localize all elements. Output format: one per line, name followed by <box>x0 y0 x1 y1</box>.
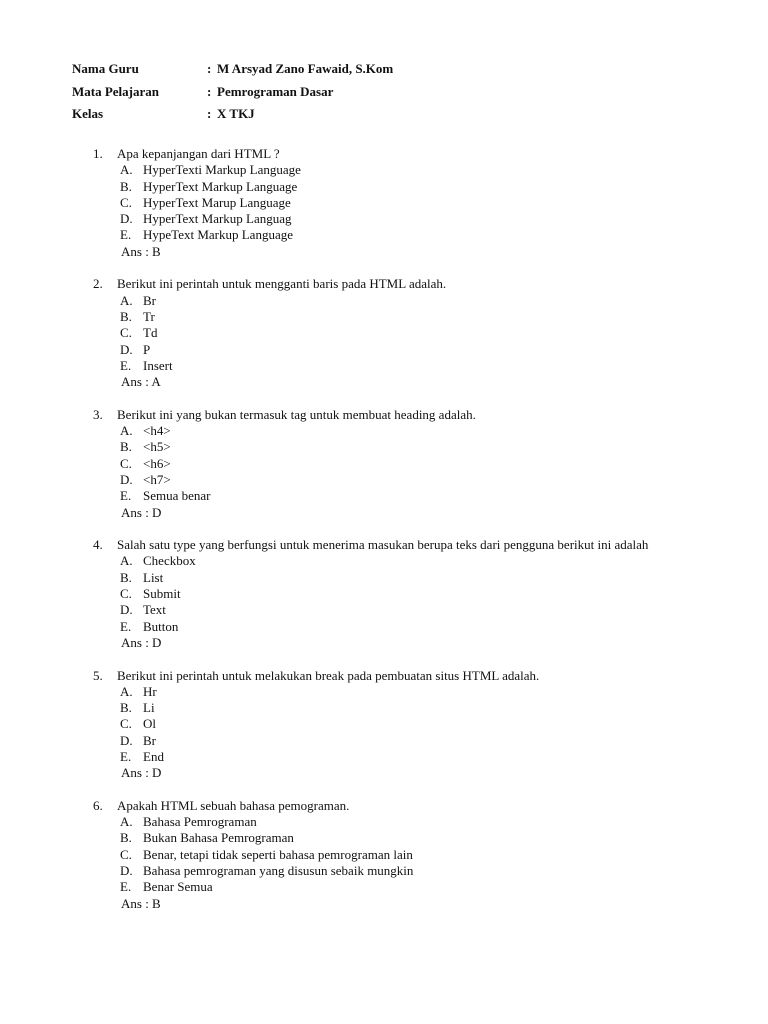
option-text: <h4> <box>143 423 171 439</box>
option-a <box>93 293 713 309</box>
option-e <box>93 488 713 504</box>
option-text: <h6> <box>143 455 171 471</box>
option-letter: C. <box>120 846 132 862</box>
option-text: Text <box>143 602 166 618</box>
header-row-teacher <box>72 61 393 84</box>
question-list <box>93 146 713 928</box>
option-a <box>93 684 713 700</box>
header-value: Pemrograman Dasar <box>217 83 334 99</box>
header-value: X TKJ <box>217 106 255 121</box>
option-text: HyperText Markup Languag <box>143 211 292 227</box>
option-e <box>93 879 713 895</box>
question-text: Apa kepanjangan dari HTML ? <box>117 146 280 161</box>
option-text: Checkbox <box>143 553 196 569</box>
option-text: Benar Semua <box>143 879 213 895</box>
answer-key: Ans : D <box>121 765 162 781</box>
option-text: Bahasa Pemrograman <box>143 814 257 830</box>
question-number: 4. <box>93 537 103 553</box>
option-letter: C. <box>120 325 132 341</box>
option-text: Br <box>143 732 156 748</box>
option-text: HyperText Marup Language <box>143 194 291 210</box>
option-letter: B. <box>120 439 132 455</box>
question-number: 3. <box>93 406 103 422</box>
option-letter: C. <box>120 716 132 732</box>
option-d <box>93 602 713 618</box>
option-letter: B. <box>120 308 132 324</box>
option-text: Benar, tetapi tidak seperti bahasa pemrograman lain <box>143 846 413 862</box>
header-separator: : <box>207 106 212 121</box>
option-text: Semua benar <box>143 488 211 504</box>
option-c <box>93 586 713 602</box>
question-item <box>93 668 713 782</box>
option-e <box>93 358 713 374</box>
option-d <box>93 472 713 488</box>
question-number: 5. <box>93 667 103 683</box>
option-e <box>93 227 713 243</box>
option-letter: D. <box>120 863 133 879</box>
option-text: Br <box>143 292 156 308</box>
option-letter: D. <box>120 341 133 357</box>
option-text: HyperTexti Markup Language <box>143 162 301 178</box>
option-d <box>93 342 713 358</box>
question-item <box>93 276 713 390</box>
header-label: Nama Guru <box>72 61 139 76</box>
option-letter: E. <box>120 879 132 895</box>
option-letter: B. <box>120 700 132 716</box>
question-line <box>93 798 713 814</box>
option-text: List <box>143 569 164 585</box>
answer-key: Ans : D <box>121 634 162 650</box>
option-letter: E. <box>120 488 132 504</box>
option-letter: A. <box>120 553 133 569</box>
option-letter: E. <box>120 618 132 634</box>
option-letter: E. <box>120 227 132 243</box>
option-text: Ol <box>143 716 156 732</box>
option-letter: E. <box>120 357 132 373</box>
question-number: 2. <box>93 276 103 292</box>
option-a <box>93 423 713 439</box>
question-line <box>93 537 713 553</box>
header-row-subject <box>72 84 393 107</box>
option-text: Submit <box>143 586 181 602</box>
option-e <box>93 749 713 765</box>
option-letter: D. <box>120 211 133 227</box>
option-b <box>93 700 713 716</box>
question-item <box>93 407 713 521</box>
option-e <box>93 619 713 635</box>
option-letter: C. <box>120 586 132 602</box>
option-b <box>93 570 713 586</box>
answer-key: Ans : A <box>121 374 161 390</box>
option-text: Bahasa pemrograman yang disusun sebaik mungkin <box>143 863 414 879</box>
option-text: HyperText Markup Language <box>143 178 298 194</box>
header-separator: : <box>207 61 212 76</box>
option-text: HypeText Markup Language <box>143 227 293 243</box>
option-text: Tr <box>143 308 155 324</box>
option-letter: D. <box>120 471 133 487</box>
option-c <box>93 325 713 341</box>
option-b <box>93 179 713 195</box>
question-item <box>93 537 713 651</box>
question-text: Berikut ini perintah untuk melakukan break pada pembuatan situs HTML adalah. <box>117 667 540 683</box>
question-text: Apakah HTML sebuah bahasa pemograman. <box>117 797 350 813</box>
option-text: Li <box>143 700 155 716</box>
option-a <box>93 553 713 569</box>
option-b <box>93 830 713 846</box>
option-c <box>93 456 713 472</box>
option-letter: A. <box>120 162 133 178</box>
option-text: <h7> <box>143 471 171 487</box>
option-a <box>93 814 713 830</box>
option-letter: D. <box>120 732 133 748</box>
header-label: Kelas <box>72 106 104 121</box>
option-letter: C. <box>120 455 132 471</box>
question-text: Berikut ini perintah untuk mengganti baris pada HTML adalah. <box>117 276 447 292</box>
question-text: Berikut ini yang bukan termasuk tag untuk membuat heading adalah. <box>117 406 476 422</box>
answer-key: Ans : B <box>121 243 161 259</box>
header-separator: : <box>207 83 212 99</box>
question-item <box>93 798 713 912</box>
question-line <box>93 407 713 423</box>
question-line <box>93 668 713 684</box>
option-text: End <box>143 748 164 764</box>
option-c <box>93 195 713 211</box>
question-item <box>93 146 713 260</box>
question-line <box>93 146 713 162</box>
question-line <box>93 276 713 292</box>
option-letter: E. <box>120 748 132 764</box>
option-letter: B. <box>120 178 132 194</box>
option-c <box>93 847 713 863</box>
option-letter: B. <box>120 569 132 585</box>
option-letter: D. <box>120 602 133 618</box>
question-number: 1. <box>93 146 103 161</box>
option-d <box>93 733 713 749</box>
option-letter: B. <box>120 830 132 846</box>
question-text: Salah satu type yang berfungsi untuk menerima masukan berupa teks dari pengguna berikut ini adalah <box>117 537 649 553</box>
header-row-class <box>72 106 393 129</box>
option-d <box>93 863 713 879</box>
option-text: P <box>143 341 151 357</box>
question-number: 6. <box>93 797 103 813</box>
option-c <box>93 716 713 732</box>
option-text: Insert <box>143 357 173 373</box>
option-d <box>93 211 713 227</box>
option-text: Bukan Bahasa Pemrograman <box>143 830 294 846</box>
option-text: <h5> <box>143 439 171 455</box>
answer-key: Ans : D <box>121 504 162 520</box>
option-text: Td <box>143 325 158 341</box>
option-b <box>93 309 713 325</box>
document-header <box>72 61 393 129</box>
option-letter: C. <box>120 194 132 210</box>
header-value: M Arsyad Zano Fawaid, S.Kom <box>217 61 394 76</box>
answer-key: Ans : B <box>121 895 161 911</box>
option-b <box>93 439 713 455</box>
option-letter: A. <box>120 292 133 308</box>
option-a <box>93 162 713 178</box>
option-text: Hr <box>143 683 157 699</box>
header-label: Mata Pelajaran <box>72 83 160 99</box>
option-letter: A. <box>120 683 133 699</box>
option-text: Button <box>143 618 179 634</box>
option-letter: A. <box>120 814 133 830</box>
option-letter: A. <box>120 423 133 439</box>
